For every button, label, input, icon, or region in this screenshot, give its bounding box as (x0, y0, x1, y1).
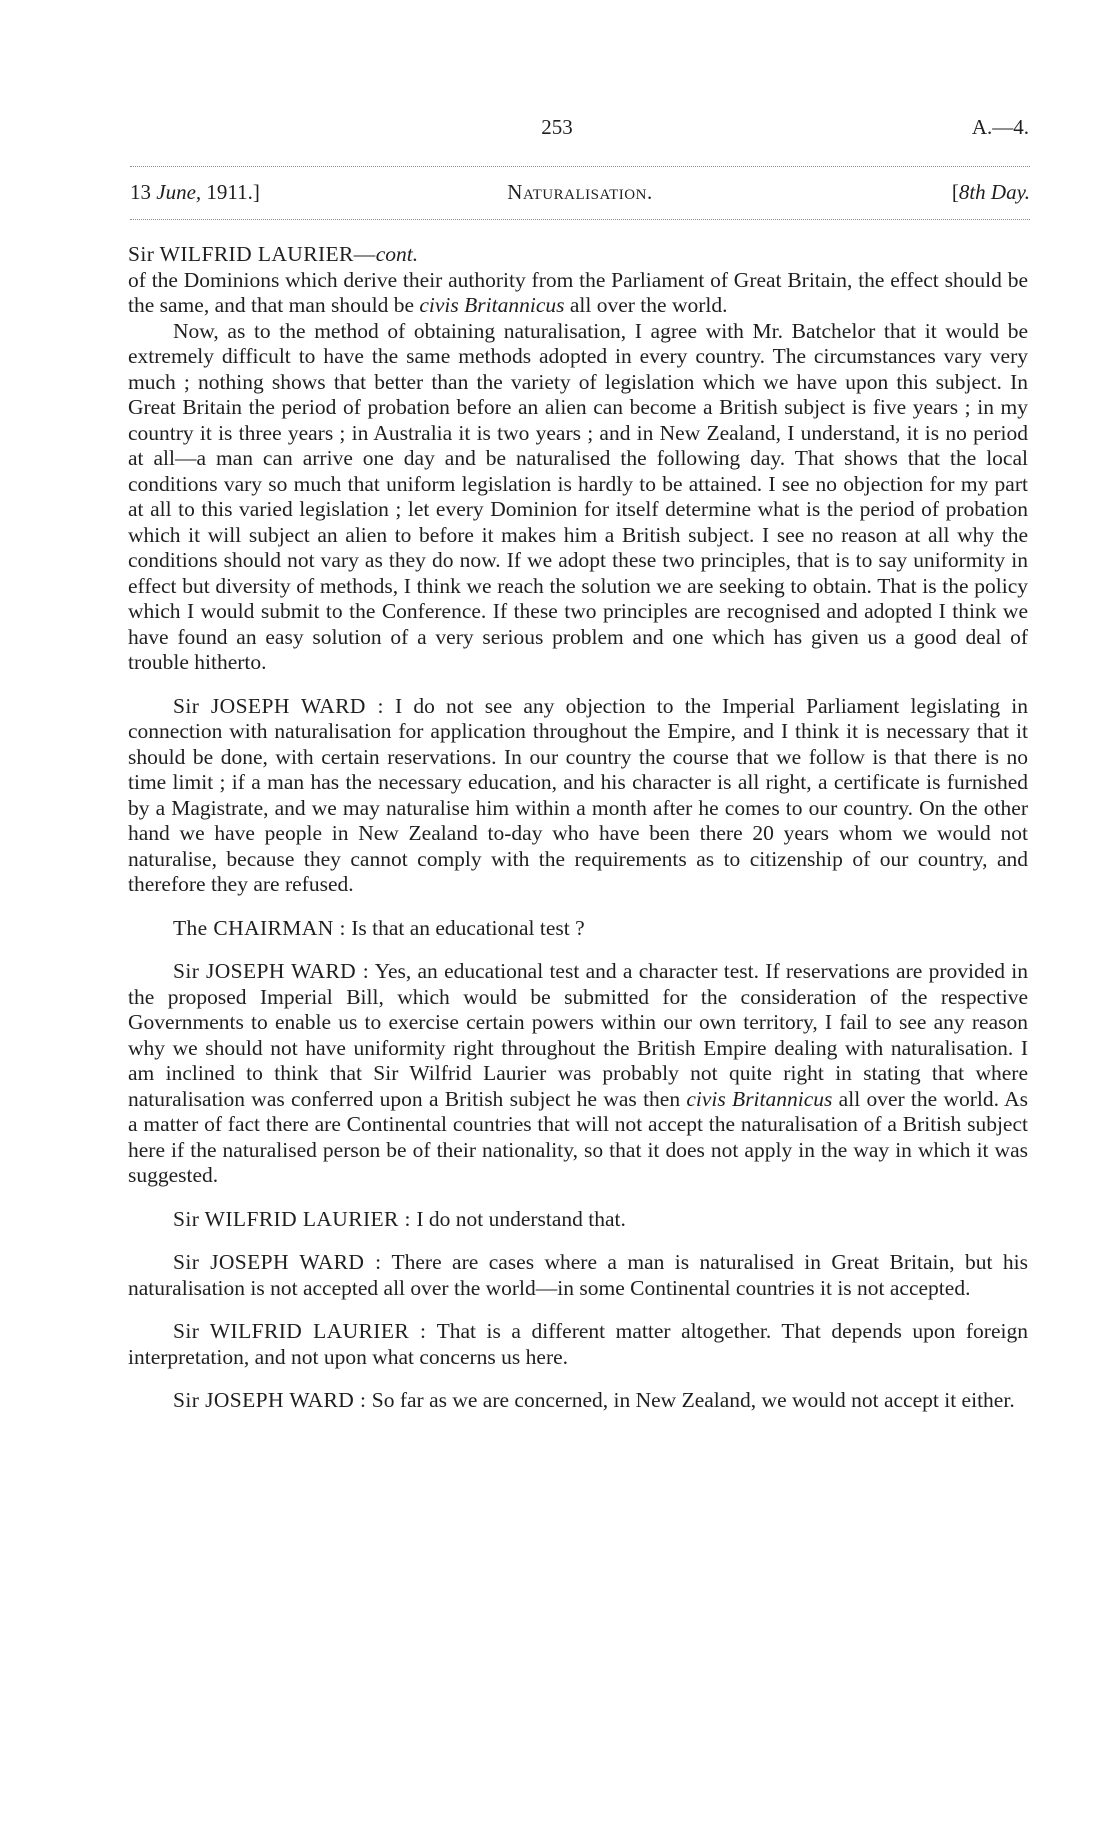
speaker-name: Sir JOSEPH WARD : (173, 959, 370, 983)
paragraph: Now, as to the method of obtaining naturalisation, I agree with Mr. Batchelor that it would be extremely difficult to have the same methods adopted in every country. The circumstances vary very much ; nothing shows that better than the variety of legislation which we have upon this subject. In Great Britain the period of probation before an alien can become a British subject is five years ; in my country it is three years ; in Australia it is two years ; and in New Zealand, I understand, it is no period at all—a man can arrive one day and be naturalised the following day. That shows that the local conditions vary so much that uniform legislation is hardly to be attained. I see no objection for my part at all to this varied legislation ; let every Dominion for itself determine what is the period of probation which it will subject an alien to before it makes him a British subject. I see no reason at all why the conditions should not vary as they do now. If we adopt these two principles, that is to say uniformity in effect but diversity of methods, I think we reach the solution we are seeking to obtain. That is the policy which I would submit to the Conference. If these two principles are recognised and adopted I think we have found an easy solution of a very serious problem and one which has given us a good deal of trouble hitherto. (128, 318, 1028, 674)
speaker-name: Sir JOSEPH WARD : (173, 1388, 367, 1412)
running-head-day (952, 180, 1030, 205)
running-head-date (130, 180, 260, 205)
running-head (130, 180, 1030, 210)
page-number: 253 (541, 115, 573, 139)
speaker-name: Sir WILFRID LAURIER— (128, 242, 376, 266)
speaker-name: Sir WILFRID LAURIER : (173, 1319, 427, 1343)
paragraph-text: all over the world. (564, 293, 728, 317)
speaker-name: Sir JOSEPH WARD : (173, 693, 384, 718)
speech-paragraph (128, 694, 1028, 898)
day-ordinal: 8th (958, 180, 986, 204)
continued-marker: cont. (375, 242, 419, 266)
speech-text: That is a different matter altogether. That depends upon foreign interpretation, and not upon what concerns us here. (128, 1319, 1028, 1369)
document-reference: A.—4. (971, 115, 1029, 139)
speech-paragraph (128, 1207, 1028, 1233)
latin-phrase: civis Britannicus (686, 1086, 833, 1111)
speaker-name: Sir WILFRID LAURIER : (173, 1206, 411, 1231)
speech-paragraph (128, 1319, 1028, 1370)
paragraph-text: of the Dominions which derive their authority from the Parliament of Great Britain, the effect should be the same, and that man should be (128, 267, 1028, 317)
date-day: 13 (130, 180, 151, 204)
speech-text: all over the world. As a matter of fact there are Continental countries that will not accept the naturalisation of a British subject here if the naturalised person be of their nationality, so that it does not apply in the way in which it was suggested. (128, 1086, 1029, 1187)
speech-text: Is that an educational test ? (345, 915, 585, 940)
speech-paragraph (128, 1388, 1028, 1414)
speech-text: I do not see any objection to the Imperial Parliament legislating in connection with naturalisation for application throughout the Empire, and I think it is necessary that it should be done, with certain reservations. In our country the course that we follow is that there is no time limit ; if a man has the necessary education, and his character is all right, a certificate is furnished by a Magistrate, and we may naturalise him within a month after he comes to our country. On the other hand we have people in New Zealand to-day who have been there 20 years whom we would not naturalise, because they cannot comply with the requirements as to citizenship of our country, and therefore they are refused. (128, 693, 1028, 896)
speech-text: There are cases where a man is naturalised in Great Britain, but his naturalisation is not accepted all over the world—in some Continental countries it is not accepted. (128, 1250, 1029, 1300)
speech-paragraph (128, 959, 1028, 1189)
speaker-name: Sir JOSEPH WARD : (173, 1250, 382, 1274)
header-rule-top (130, 166, 1030, 167)
speech-paragraph (128, 1250, 1028, 1301)
speech-text: Yes, an educational test and a character test. If reservations are provided in the proposed Imperial Bill, which would be submitted for the consideration of the respective Governments to enable us to exercise certain powers within our own territory, I fail to see any reason why we should not have uniformity right throughout the British Empire dealing with naturalisation. I am inclined to think that Sir Wilfrid Laurier was probably not quite right in stating that where naturalisation was conferred upon a British subject he was then (128, 959, 1028, 1111)
speaker-name: The CHAIRMAN : (173, 915, 346, 940)
day-word: Day. (990, 180, 1030, 204)
speech-paragraph (128, 916, 1028, 942)
date-month: June, (156, 180, 202, 204)
running-head-title: Naturalisation. (507, 180, 653, 204)
continued-speaker-heading (128, 242, 1028, 268)
latin-phrase: civis Britannicus (419, 293, 565, 317)
paragraph (128, 268, 1028, 319)
date-year: 1911.] (206, 180, 260, 204)
day-bracket: [ (951, 180, 959, 204)
speech-text: So far as we are concerned, in New Zealand, we would not accept it either. (366, 1388, 1015, 1412)
transcript-body (128, 242, 1028, 1414)
speech-text: I do not understand that. (410, 1206, 626, 1231)
header-rule-bottom (130, 219, 1030, 220)
